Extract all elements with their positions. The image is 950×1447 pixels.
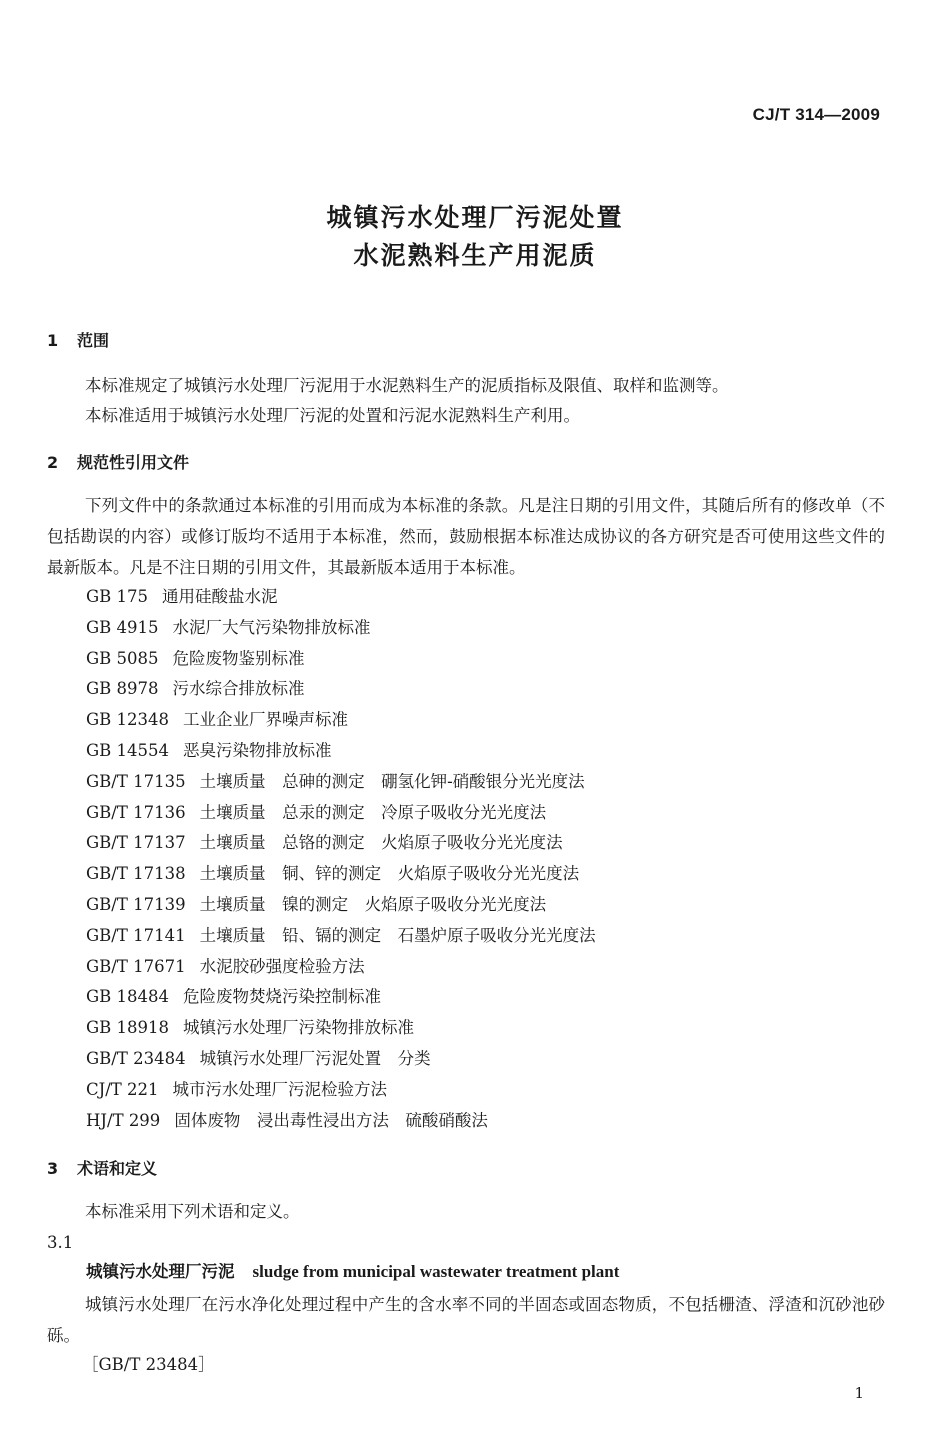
reference-title: 通用硅酸盐水泥 [162,587,278,606]
reference-code: CJ/T 221 [86,1079,159,1099]
reference-code: GB/T 17137 [86,833,186,853]
section-3-heading [47,1156,157,1179]
page-number: 1 [854,1384,864,1402]
section-title: 术语和定义 [77,1159,158,1178]
reference-code: GB 8978 [86,679,159,699]
reference-title: 城镇污水处理厂污泥处置 分类 [199,1048,431,1068]
reference-code: GB 18918 [86,1018,170,1038]
section-number: 2 [47,453,59,472]
reference-item [86,828,596,859]
reference-item [86,736,596,767]
section-1-paragraph-1: 本标准规定了城镇污水处理厂污泥用于水泥熟料生产的泥质指标及限值、取样和监测等。 [85,376,729,395]
reference-item [86,674,596,705]
reference-title: 土壤质量 镍的测定 火焰原子吸收分光光度法 [199,894,547,914]
reference-item [86,1106,596,1137]
reference-title: 土壤质量 总汞的测定 冷原子吸收分光光度法 [199,802,547,822]
term-definition: 城镇污水处理厂在污水净化处理过程中产生的含水率不同的半固态或固态物质，不包括栅渣、浮渣和沉砂池砂砾。 [47,1295,885,1345]
standard-code: CJ/T 314—2009 [752,105,880,124]
section-title: 范围 [77,331,110,350]
section-1-paragraph-2: 本标准适用于城镇污水处理厂污泥的处置和污泥水泥熟料生产利用。 [85,406,580,425]
reference-item [86,767,596,798]
reference-title: 土壤质量 铜、锌的测定 火焰原子吸收分光光度法 [199,864,580,884]
reference-title: 污水综合排放标准 [172,679,305,699]
reference-code: GB/T 17671 [86,956,186,976]
reference-title: 危险废物鉴别标准 [172,648,305,668]
reference-title: 危险废物焚烧污染控制标准 [183,987,382,1007]
reference-title: 城市污水处理厂污泥检验方法 [172,1079,388,1099]
reference-title: 土壤质量 铅、镉的测定 石墨炉原子吸收分光光度法 [199,925,596,945]
term-english: sludge from municipal wastewater treatment plant [252,1262,620,1281]
reference-item [86,952,596,983]
subsection-number: 3.1 [47,1233,74,1252]
reference-item [86,798,596,829]
reference-title: 土壤质量 总铬的测定 火焰原子吸收分光光度法 [199,833,563,853]
section-1-heading [47,328,109,351]
reference-code: GB 175 [86,587,149,606]
section-title: 规范性引用文件 [77,453,190,472]
document-title-line1: 城镇污水处理厂污泥处置 [326,203,624,232]
reference-code: GB/T 17135 [86,771,186,791]
section-2-heading [47,450,189,473]
reference-item [86,859,596,890]
reference-code: GB/T 17136 [86,802,186,822]
reference-item [86,982,596,1013]
reference-title: 恶臭污染物排放标准 [183,740,332,760]
normative-references-list [86,582,596,1136]
reference-code: GB/T 17139 [86,894,186,914]
reference-item [86,921,596,952]
document-title-line2: 水泥熟料生产用泥质 [353,241,597,270]
reference-title: 水泥胶砂强度检验方法 [199,956,365,976]
reference-item [86,613,596,644]
reference-code: HJ/T 299 [86,1110,161,1130]
reference-item [86,890,596,921]
reference-title: 城镇污水处理厂污染物排放标准 [183,1018,415,1038]
reference-code: GB/T 17141 [86,925,186,945]
reference-title: 固体废物 浸出毒性浸出方法 硫酸硝酸法 [174,1110,488,1130]
reference-item [86,1044,596,1075]
reference-item [86,705,596,736]
reference-code: GB/T 17138 [86,864,186,884]
section-number: 3 [47,1159,59,1178]
reference-code: GB/T 23484 [86,1048,186,1068]
reference-code: GB 4915 [86,617,159,637]
reference-code: GB 14554 [86,740,170,760]
reference-title: 水泥厂大气污染物排放标准 [172,617,371,637]
reference-item [86,582,596,613]
term-entry [86,1258,619,1282]
section-2-intro: 下列文件中的条款通过本标准的引用而成为本标准的条款。凡是注日期的引用文件，其随后所有的修改单（不包括勘误的内容）或修订版均不适用于本标准，然而，鼓励根据本标准达成协议的各方研究是否可使用这些文件的最新版本。凡是不注日期的引用文件，其最新版本适用于本标准。 [47,496,885,577]
reference-title: 工业企业厂界噪声标准 [183,710,349,730]
reference-title: 土壤质量 总砷的测定 硼氢化钾-硝酸银分光光度法 [199,771,585,791]
section-number: 1 [47,331,59,350]
reference-code: GB 18484 [86,987,170,1007]
section-3-intro: 本标准采用下列术语和定义。 [85,1202,300,1221]
term-chinese: 城镇污水处理厂污泥 [86,1262,235,1281]
reference-item [86,1013,596,1044]
reference-item [86,1075,596,1106]
reference-item [86,644,596,675]
reference-code: GB 5085 [86,648,159,668]
term-source: ［GB/T 23484］ [82,1355,215,1374]
reference-code: GB 12348 [86,710,170,730]
